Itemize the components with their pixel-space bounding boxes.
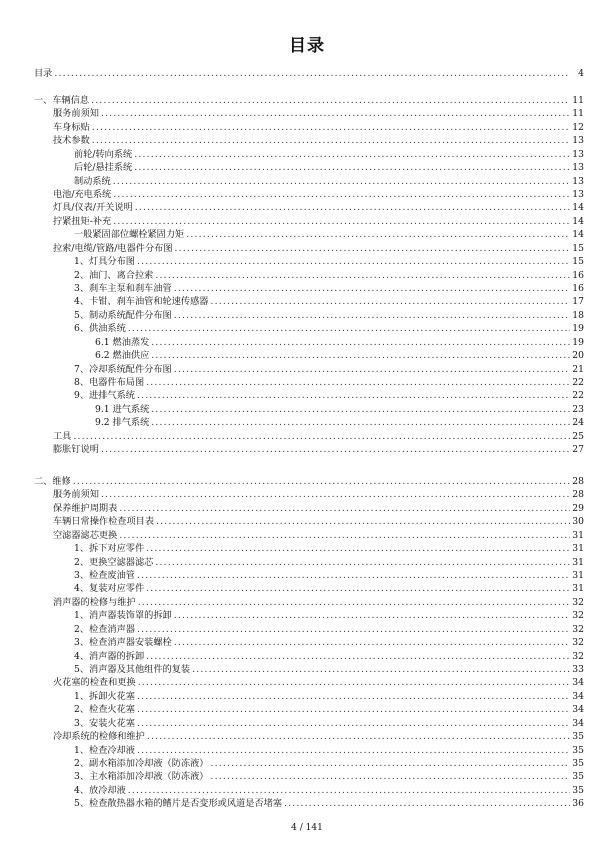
toc-entry-label: 6.2 燃油供应: [95, 350, 150, 362]
toc-entry[interactable]: [74, 623, 584, 636]
toc-entry[interactable]: [53, 134, 584, 147]
dot-leader: [138, 676, 570, 689]
toc-entry[interactable]: [74, 582, 584, 595]
dot-leader: [137, 717, 570, 730]
dot-leader: [119, 529, 570, 542]
toc-entry-page: 35: [572, 744, 584, 756]
toc-entry-page: 13: [572, 189, 584, 200]
toc-entry-page: 11: [572, 108, 584, 120]
toc-entry-page: 31: [572, 583, 584, 595]
toc-entry-page: 16: [572, 269, 584, 281]
toc-entry-label: 5、检查散热器水箱的鳍片是否变形或风道是否堵塞: [74, 798, 282, 810]
toc-entry[interactable]: [74, 703, 584, 716]
toc-entry-label: 冷却系统的检修和维护: [53, 731, 145, 743]
toc-entry-page: 4: [578, 68, 584, 79]
dot-leader: [146, 582, 570, 595]
toc-entry-label: 6、供油系统: [74, 323, 126, 335]
dot-leader: [92, 134, 570, 147]
toc-entry-page: 13: [572, 162, 584, 174]
dot-leader: [113, 215, 570, 228]
toc-entry-page: 17: [572, 296, 584, 308]
dot-leader: [151, 349, 570, 362]
toc-entry-page: 19: [572, 336, 584, 348]
toc-entry[interactable]: [95, 349, 584, 362]
toc-entry-label: 服务前须知: [53, 489, 99, 501]
toc-entry-label: 空滤器滤芯更换: [53, 529, 118, 541]
dot-leader: [134, 161, 570, 174]
toc-entry[interactable]: [74, 295, 584, 308]
toc-entry-label: 1、拆卸火花塞: [74, 690, 135, 702]
dot-leader: [192, 663, 570, 676]
toc-entry[interactable]: [53, 529, 584, 542]
toc-entry[interactable]: [34, 475, 584, 488]
toc-entry-label: 二、维修: [34, 476, 71, 487]
toc-entry[interactable]: [53, 676, 584, 689]
dot-leader: [135, 201, 570, 214]
toc-entry-page: 32: [572, 610, 584, 622]
toc-entry-label: 7、冷却系统配件分布图: [74, 363, 172, 375]
toc-entry-page: 34: [572, 677, 584, 689]
dot-leader: [92, 121, 570, 134]
toc-entry[interactable]: [74, 784, 584, 797]
toc-entry[interactable]: [74, 717, 584, 730]
toc-entry-label: 1、消声器装饰罩的拆卸: [74, 610, 172, 622]
toc-entry[interactable]: [74, 309, 584, 322]
toc-entry-page: 35: [572, 731, 584, 743]
toc-entry-label: 1、拆下对应零件: [74, 543, 145, 555]
toc-entry[interactable]: [74, 609, 584, 622]
toc-entry[interactable]: [53, 121, 584, 134]
dot-leader: [284, 797, 570, 810]
toc-entry-page: 16: [572, 283, 584, 295]
dot-leader: [155, 556, 570, 569]
toc-entry-label: 一般紧固部位螺栓紧固力矩: [74, 229, 185, 241]
toc-entry[interactable]: [95, 403, 584, 416]
toc-entry-label: 2、副水箱添加冷却液（防冻液）: [74, 758, 209, 770]
toc-entry[interactable]: [74, 542, 584, 555]
toc-entry-label: 2、更换空滤器滤芯: [74, 556, 154, 568]
dot-leader: [146, 650, 570, 663]
toc-entry-label: 灯具/仪表/开关说明: [53, 202, 133, 214]
toc-entry[interactable]: [74, 770, 584, 783]
toc-entry[interactable]: [74, 282, 584, 295]
toc-entry-page: 35: [572, 771, 584, 783]
dot-leader: [186, 228, 570, 241]
toc-entry-label: 消声器的检修与维护: [53, 596, 136, 608]
dot-leader: [138, 596, 570, 609]
toc-entry-page: 21: [572, 363, 584, 375]
toc-entry-page: 28: [572, 489, 584, 501]
dot-leader: [128, 322, 570, 335]
dot-leader: [101, 443, 570, 456]
toc-entry-page: 25: [572, 430, 584, 442]
toc-entry[interactable]: [53, 188, 584, 201]
toc-entry[interactable]: [74, 376, 584, 389]
dot-leader: [151, 403, 570, 416]
toc-entry[interactable]: [95, 416, 584, 429]
dot-leader: [73, 475, 570, 488]
dot-leader: [174, 309, 570, 322]
toc-entry[interactable]: [74, 757, 584, 770]
dot-leader: [174, 609, 570, 622]
dot-leader: [147, 730, 570, 743]
toc-entry-label: 电池/充电系统: [53, 189, 112, 200]
toc-entry[interactable]: [53, 443, 584, 456]
dot-leader: [137, 703, 570, 716]
dot-leader: [174, 282, 570, 295]
toc-entry[interactable]: [53, 430, 584, 443]
toc-entry[interactable]: [53, 242, 584, 255]
toc-entry-label: 保养维护周期表: [53, 502, 118, 514]
dot-leader: [137, 255, 570, 268]
dot-leader: [128, 784, 570, 797]
toc-entry-label: 4、卡钳、刹车油管和轮速传感器: [74, 296, 209, 308]
dot-leader: [113, 175, 570, 188]
toc-entry-page: 19: [572, 323, 584, 335]
toc-entry[interactable]: [53, 515, 584, 528]
toc-entry-page: 20: [572, 350, 584, 362]
toc-entry[interactable]: [74, 322, 584, 335]
dot-leader: [151, 336, 570, 349]
toc-entry-page: 13: [572, 175, 584, 187]
toc-entry[interactable]: [53, 502, 584, 515]
toc-entry-page: 22: [572, 377, 584, 389]
toc-entry[interactable]: [53, 730, 584, 743]
toc-entry-label: 前轮/转向系统: [74, 148, 133, 160]
toc-entry-label: 2、检查火花塞: [74, 704, 135, 716]
toc-entry-page: 32: [572, 650, 584, 662]
toc-entry-page: 15: [572, 256, 584, 268]
toc-entry[interactable]: [74, 363, 584, 376]
toc-entry-page: 27: [572, 444, 584, 456]
toc-entry[interactable]: [34, 67, 584, 80]
dot-leader: [73, 430, 570, 443]
toc-entry-label: 车身标贴: [53, 121, 90, 133]
toc-entry-label: 拉索/电缆/管路/电器件分布图: [53, 242, 173, 254]
toc-entry-label: 目录: [34, 68, 53, 79]
toc-entry-page: 14: [572, 202, 584, 214]
toc-entry-page: 30: [572, 516, 584, 528]
toc-entry-page: 36: [572, 798, 584, 810]
dot-leader: [101, 488, 570, 501]
dot-leader: [210, 757, 570, 770]
toc-entry-label: 2、检查消声器: [74, 623, 135, 635]
toc-entry-label: 3、主水箱添加冷却液（防冻液）: [74, 771, 209, 783]
toc-entry[interactable]: [74, 797, 584, 810]
toc-entry-page: 35: [572, 758, 584, 770]
toc-entry-page: 15: [572, 242, 584, 254]
toc-entry[interactable]: [74, 690, 584, 703]
toc-entry-page: 24: [572, 417, 584, 429]
toc-entry-label: 3、安装火花塞: [74, 717, 135, 729]
toc-entry-page: 32: [572, 596, 584, 608]
toc-entry-label: 5、制动系统配件分布图: [74, 309, 172, 321]
toc-entry-label: 1、检查冷却液: [74, 744, 135, 756]
dot-leader: [137, 690, 570, 703]
page-number: 4 / 141: [291, 823, 323, 833]
toc-entry-page: 18: [572, 309, 584, 321]
toc-entry[interactable]: [74, 161, 584, 174]
toc-entry-label: 一、车辆信息: [34, 95, 90, 106]
dot-leader: [155, 269, 570, 282]
dot-leader: [137, 623, 570, 636]
toc-entry-label: 制动系统: [74, 175, 111, 187]
toc-entry-page: 31: [572, 570, 584, 581]
toc-entry[interactable]: [74, 744, 584, 757]
toc-entry-label: 5、消声器及其他组件的复装: [74, 664, 191, 676]
toc-entry-page: 22: [572, 390, 584, 402]
toc-entry[interactable]: [53, 215, 584, 228]
dot-leader: [175, 242, 570, 255]
toc-entry-page: 35: [572, 784, 584, 796]
toc-entry[interactable]: [74, 255, 584, 268]
dot-leader: [119, 502, 570, 515]
toc-entry-label: 3、检查消声器安装螺栓: [74, 637, 172, 649]
toc-entry-label: 车辆日常操作检查项目表: [53, 516, 155, 528]
toc-entry-page: 23: [572, 403, 584, 415]
toc-entry-page: 34: [572, 717, 584, 729]
toc-entry-page: 14: [572, 229, 584, 241]
toc-entry-page: 11: [572, 95, 584, 106]
toc-entry-page: 34: [572, 704, 584, 716]
toc-entry-page: 13: [572, 148, 584, 160]
toc-entry[interactable]: [74, 389, 584, 402]
toc-entry[interactable]: [74, 636, 584, 649]
toc-entry-label: 后轮/悬挂系统: [74, 162, 133, 174]
toc-entry-label: 技术参数: [53, 135, 90, 147]
toc-entry-page: 14: [572, 215, 584, 227]
toc-entry-page: 31: [572, 556, 584, 568]
toc-entry-label: 2、油门、离合拉索: [74, 269, 154, 281]
toc-entry[interactable]: [95, 336, 584, 349]
toc-entry[interactable]: [74, 650, 584, 663]
toc-entry-page: 12: [572, 121, 584, 133]
toc-entry[interactable]: [74, 269, 584, 282]
toc-entry-page: 33: [572, 664, 584, 676]
toc-entry-page: 29: [572, 502, 584, 514]
toc-entry-label: 1、灯具分布图: [74, 256, 135, 268]
dot-leader: [91, 94, 570, 107]
toc-entry[interactable]: [53, 488, 584, 501]
page-title: 目录: [289, 36, 325, 56]
dot-leader: [54, 67, 570, 80]
dot-leader: [137, 744, 570, 757]
dot-leader: [137, 389, 570, 402]
toc-entry-page: 31: [572, 543, 584, 555]
dot-leader: [146, 376, 570, 389]
toc-entry-page: 32: [572, 637, 584, 649]
toc-entry[interactable]: [34, 94, 584, 107]
toc-entry-label: 服务前须知: [53, 108, 99, 120]
toc-entry-label: 火花塞的检查和更换: [53, 677, 136, 689]
toc-entry-label: 4、消声器的拆卸: [74, 650, 145, 662]
dot-leader: [174, 363, 570, 376]
toc-entry-page: 28: [572, 476, 584, 487]
toc-entry-label: 4、放冷却液: [74, 784, 126, 796]
toc-entry[interactable]: [74, 228, 584, 241]
toc-entry[interactable]: [74, 148, 584, 161]
toc-entry-page: 32: [572, 623, 584, 635]
toc-entry[interactable]: [74, 569, 584, 582]
toc-entry[interactable]: [74, 556, 584, 569]
toc-entry-label: 3、刹车主泵和刹车油管: [74, 283, 172, 295]
dot-leader: [156, 515, 570, 528]
toc-entry[interactable]: [53, 596, 584, 609]
toc-entry-label: 拧紧扭矩-补充: [53, 215, 112, 227]
toc-entry-label: 8、电器件布局图: [74, 377, 145, 389]
toc-entry-label: 9.1 进气系统: [95, 403, 150, 415]
toc-entry-label: 工具: [53, 430, 72, 442]
dot-leader: [174, 636, 570, 649]
toc-entry[interactable]: [74, 663, 584, 676]
dot-leader: [146, 542, 570, 555]
toc-entry-page: 31: [572, 529, 584, 541]
toc-entry-label: 9.2 排气系统: [95, 417, 150, 429]
toc-entry-page: 34: [572, 690, 584, 702]
toc-entry-label: 3、检查废油管: [74, 570, 135, 581]
dot-leader: [137, 569, 570, 582]
toc-entry-label: 9、进排气系统: [74, 390, 135, 402]
toc-entry[interactable]: [74, 175, 584, 188]
toc-entry-page: 13: [572, 135, 584, 147]
toc-entry[interactable]: [53, 107, 584, 120]
dot-leader: [101, 107, 570, 120]
dot-leader: [113, 188, 570, 201]
toc-entry[interactable]: [53, 201, 584, 214]
dot-leader: [134, 148, 570, 161]
dot-leader: [210, 770, 570, 783]
dot-leader: [151, 416, 570, 429]
toc-entry-label: 膨胀钉说明: [53, 444, 99, 456]
toc-entry-label: 6.1 燃油蒸发: [95, 336, 150, 348]
toc-entry-label: 4、复装对应零件: [74, 583, 145, 595]
dot-leader: [210, 295, 570, 308]
